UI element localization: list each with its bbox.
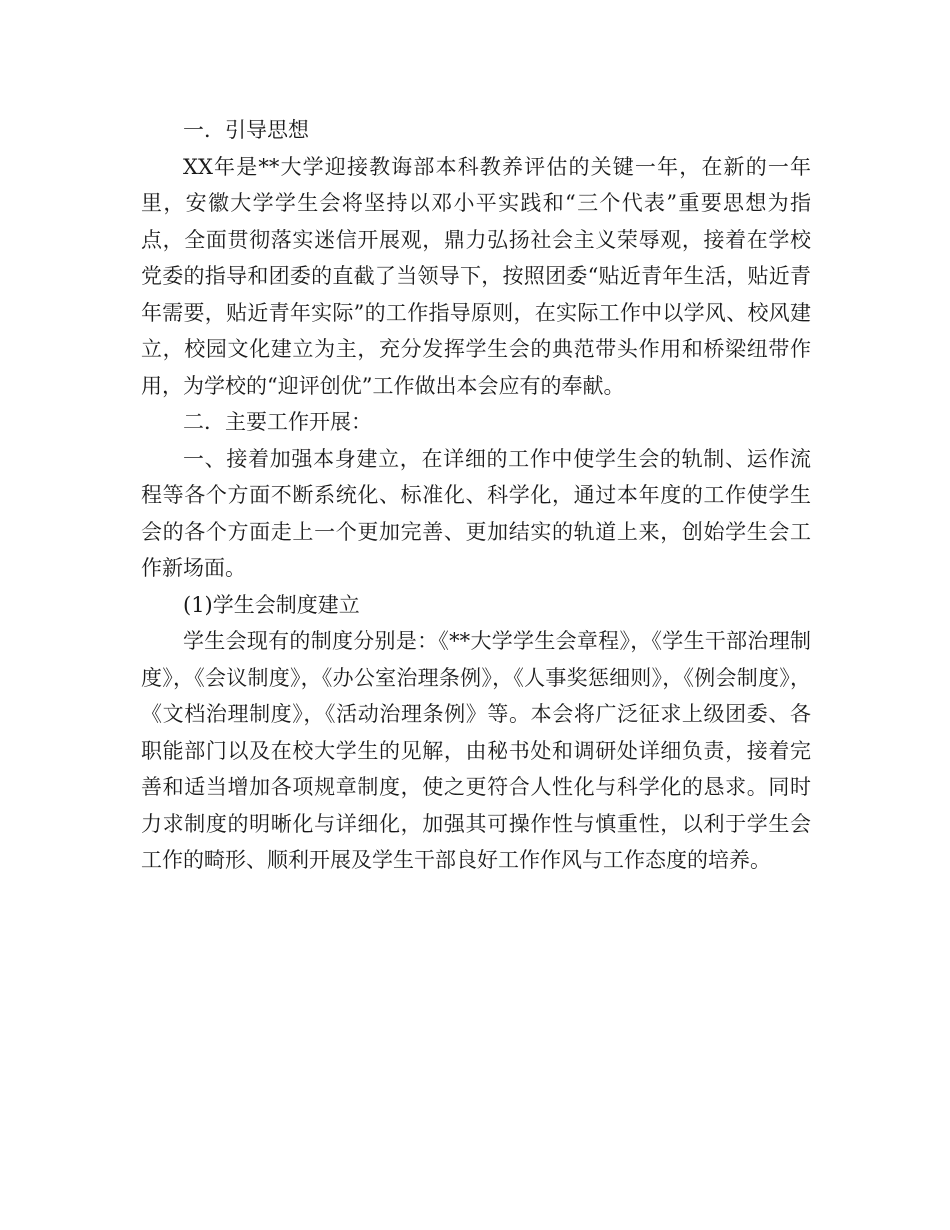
section-heading-main-work: 二．主要工作开展： (183, 410, 372, 434)
paragraph-self-construction: 一、接着加强本身建立，在详细的工作中使学生会的轨制、运作流程等各个方面不断系统化、标准化、科学化，通过本年度的工作使学生会的各个方面走上一个更加完善、更加结实的轨道上来，创始学生会工作新场面。 (141, 446, 811, 580)
paragraph-rules: 学生会现有的制度分别是：《**大学学生会章程》，《学生干部治理制度》，《会议制度》，《办公室治理条例》，《人事奖惩细则》，《例会制度》，《文档治理制度》，《活动治理条例》等。本会将广泛征求上级团委、各职能部门以及在校大学生的见解，由秘书处和调研处详细负责，接着完善和适当增加各项规章制度，使之更符合人性化与科学化的恳求。同时力求制度的明晰化与详细化，加强其可操作性与慎重性，以利于学生会工作的畸形、顺利开展及学生干部良好工作作风与工作态度的培养。 (141, 629, 811, 872)
section-heading-guiding-ideology: 一．引导思想 (183, 118, 309, 142)
paragraph-guiding-ideology: XX年是**大学迎接教诲部本科教养评估的关键一年，在新的一年里，安徽大学学生会将坚持以邓小平实践和“三个代表”重要思想为指点，全面贯彻落实迷信开展观，鼎力弘扬社会主义荣辱观，接着在学校党委的指导和团委的直截了当领导下，按照团委“贴近青年生活，贴近青年需要，贴近青年实际”的工作指导原则，在实际工作中以学风、校风建立，校园文化建立为主，充分发挥学生会的典范带头作用和桥梁纽带作用，为学校的“迎评创优”工作做出本会应有的奉献。 (141, 154, 811, 398)
document-body (141, 112, 811, 879)
subheading-rules-construction: (1)学生会制度建立 (183, 592, 360, 617)
